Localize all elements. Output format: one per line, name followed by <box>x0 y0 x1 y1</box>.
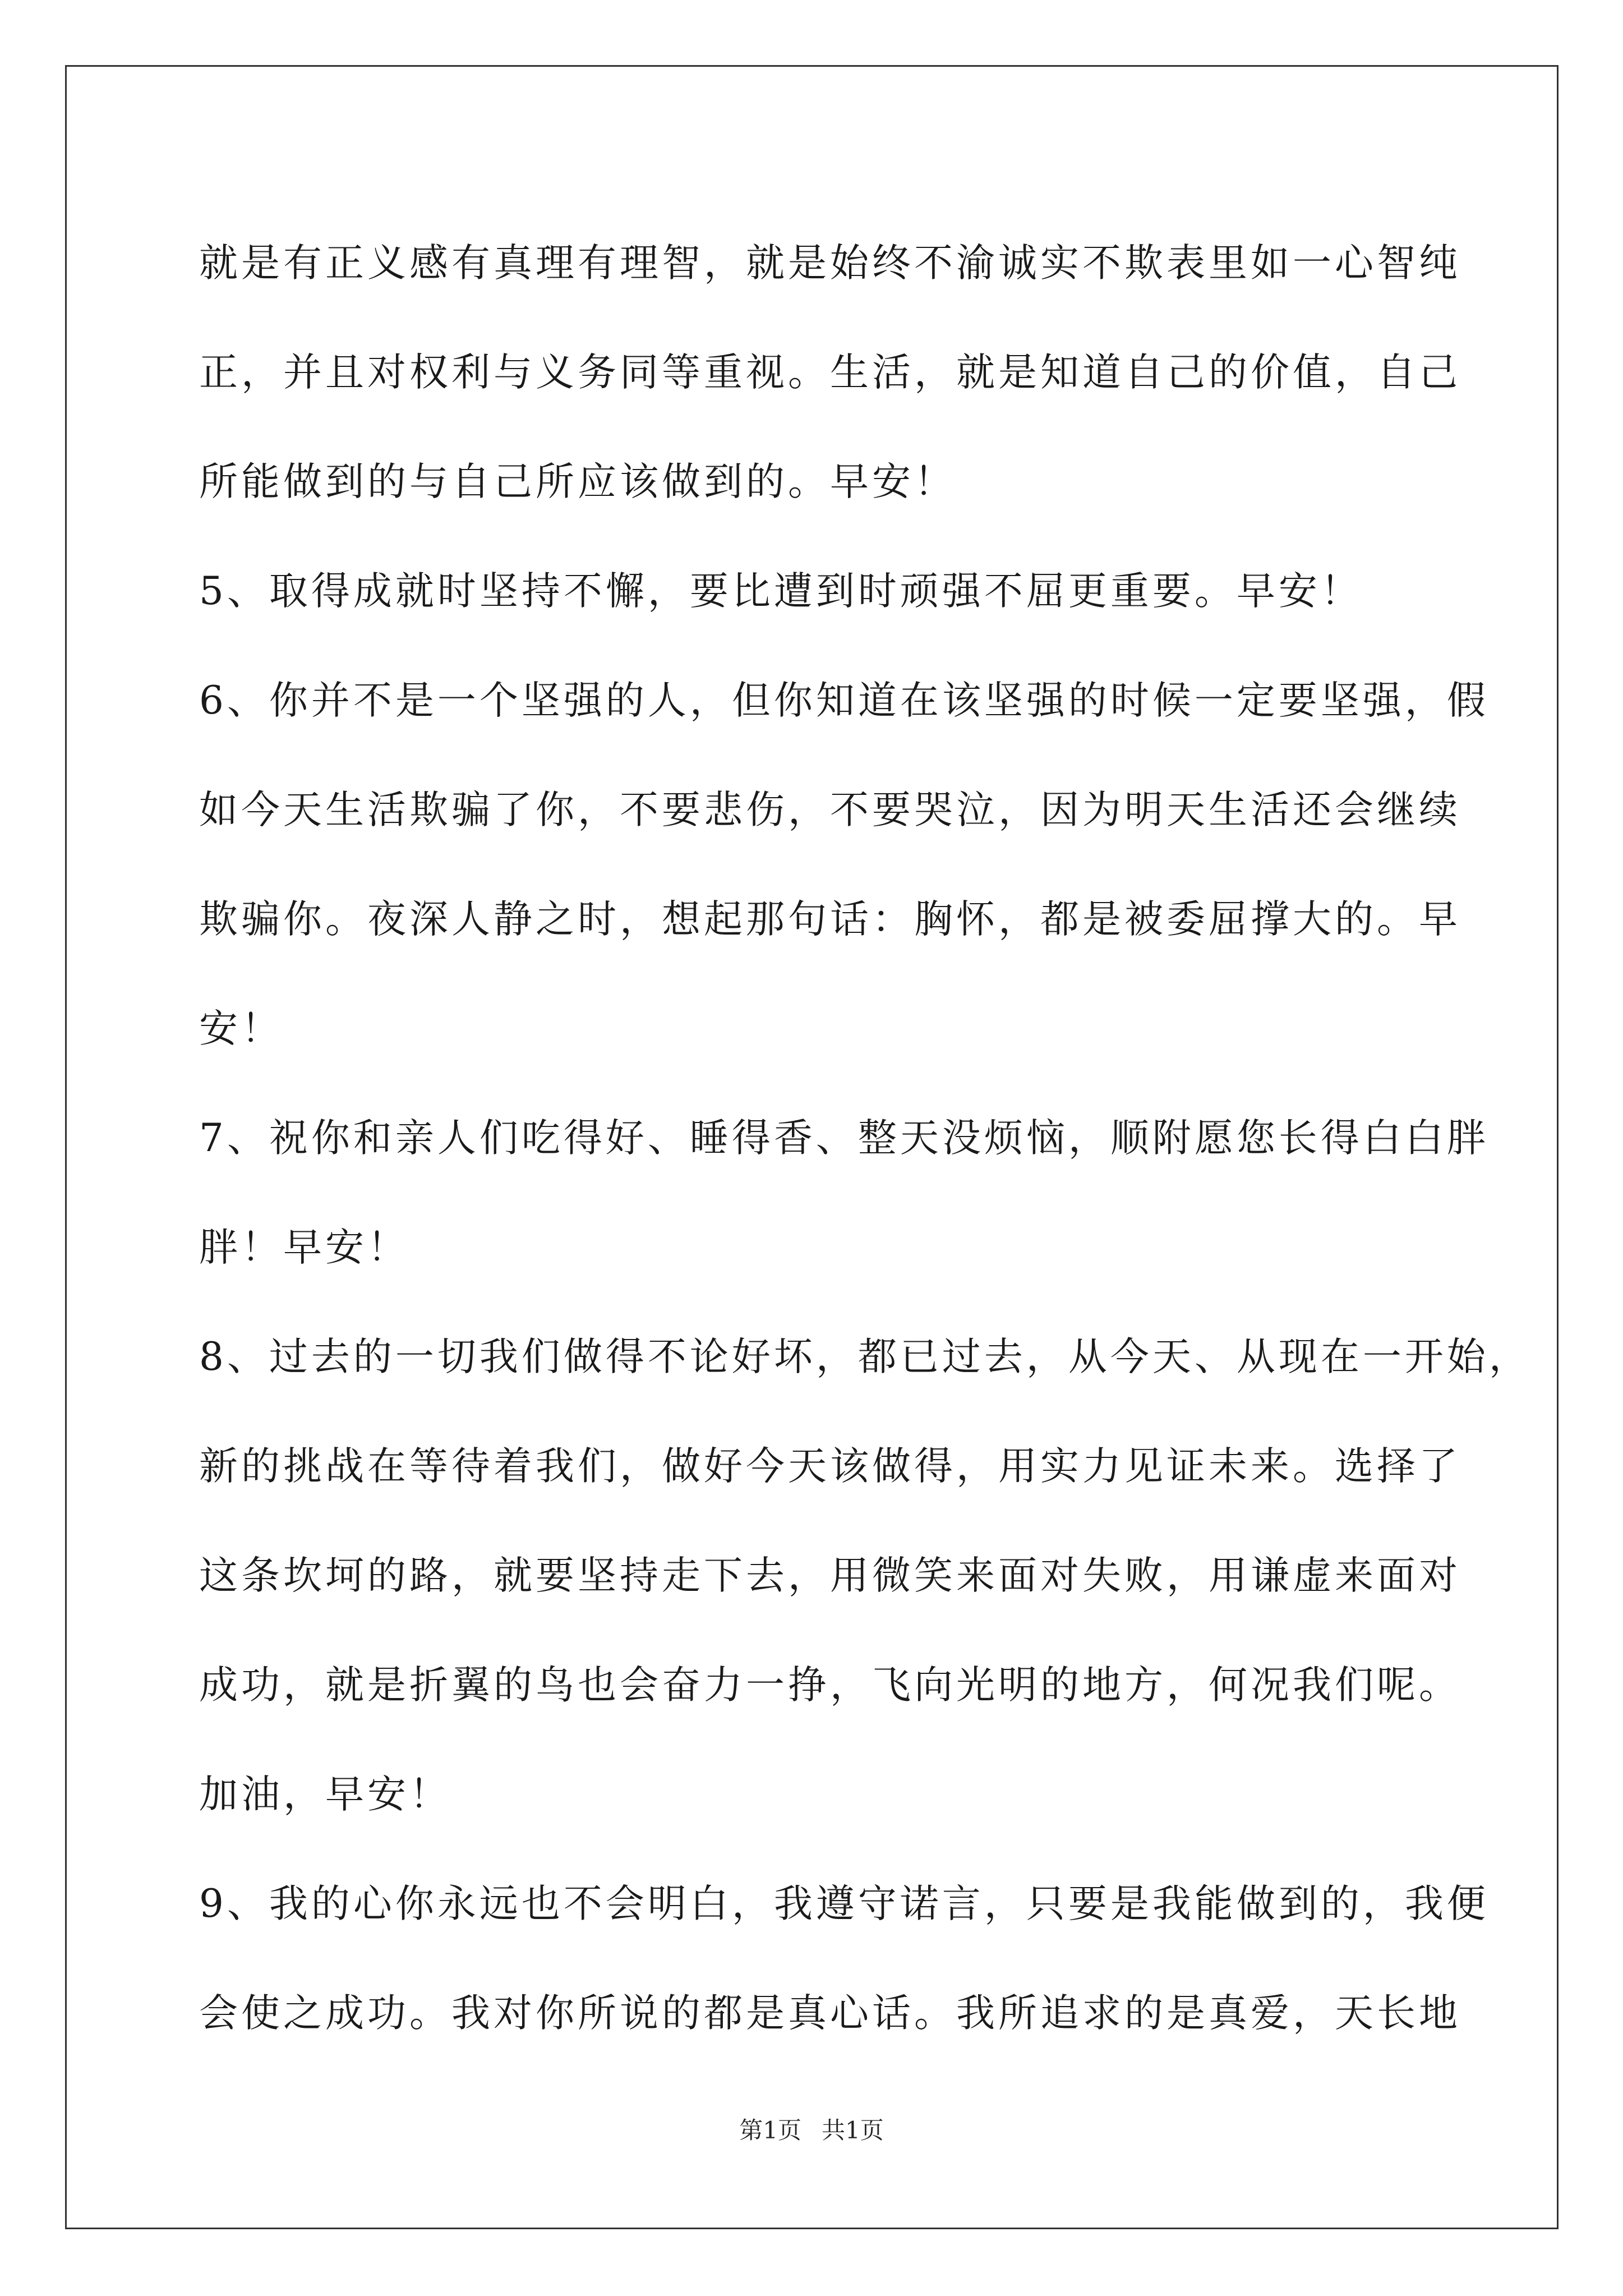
text-line: 如今天生活欺骗了你，不要悲伤，不要哭泣，因为明天生活还会继续 <box>199 788 1461 832</box>
text-line: 加油，早安！ <box>199 1772 451 1817</box>
document-body <box>199 209 1531 2068</box>
text-line: 5、取得成就时坚持不懈，要比遭到时顽强不屈更重要。早安！ <box>199 569 1363 614</box>
text-line: 7、祝你和亲人们吃得好、睡得香、整天没烦恼，顺附愿您长得白白胖 <box>199 1116 1489 1161</box>
text-line: 就是有正义感有真理有理智，就是始终不渝诚实不欺表里如一心智纯 <box>199 241 1461 286</box>
text-line: 会使之成功。我对你所说的都是真心话。我所追求的是真爱，天长地 <box>199 1991 1461 2036</box>
text-line: 所能做到的与自己所应该做到的。早安！ <box>199 459 956 504</box>
page-number: 第1页 <box>739 2116 801 2144</box>
text-line: 这条坎坷的路，就要坚持走下去，用微笑来面对失败，用谦虚来面对 <box>199 1553 1461 1598</box>
text-line: 新的挑战在等待着我们，做好今天该做得，用实力见证未来。选择了 <box>199 1444 1461 1489</box>
text-line: 正，并且对权利与义务同等重视。生活，就是知道自己的价值，自己 <box>199 350 1461 395</box>
page-footer <box>0 2112 1623 2146</box>
text-line: 9、我的心你永远也不会明白，我遵守诺言，只要是我能做到的，我便 <box>199 1881 1489 1926</box>
text-line: 6、你并不是一个坚强的人，但你知道在该坚强的时候一定要坚强，假 <box>199 678 1489 723</box>
text-line: 8、过去的一切我们做得不论好坏，都已过去，从今天、从现在一开始， <box>199 1335 1531 1379</box>
page-total: 共1页 <box>822 2116 884 2144</box>
text-line: 安！ <box>199 1006 283 1051</box>
text-line: 欺骗你。夜深人静之时，想起那句话：胸怀，都是被委屈撑大的。早 <box>199 897 1461 942</box>
text-line: 胖！早安！ <box>199 1225 409 1270</box>
text-line: 成功，就是折翼的鸟也会奋力一挣，飞向光明的地方，何况我们呢。 <box>199 1663 1461 1708</box>
